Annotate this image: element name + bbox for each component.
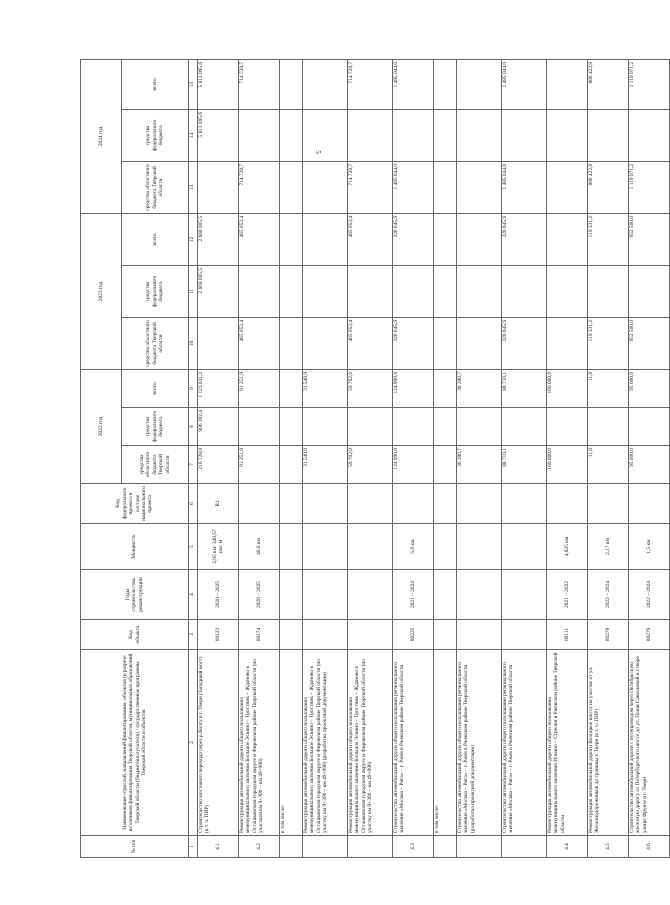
cell-capacity [348,524,393,570]
table-row [280,59,303,857]
cell-2023-regional: 465 053,4 [348,317,393,369]
table-row [348,59,393,857]
cell-number: 4.3 [393,836,434,858]
col-num: 1 [189,836,198,858]
cell-2022-total: 59 702,0 [348,369,393,407]
header-2023-federal: средства федерального бюджета [122,265,189,317]
cell-2022-total: 124 990,8 [393,369,434,407]
cell-2023-federal [629,265,670,317]
cell-2024-total: 1 485 044,0 [502,59,547,109]
col-num: 14 [189,109,198,161]
col-num: 5 [189,524,198,570]
cell-capacity [502,524,547,570]
cell-2024-regional [198,161,239,213]
cell-fed-code [457,484,502,524]
cell-2024-total: 1 485 044,0 [393,59,434,109]
cell-years: 2022 – 2024 [629,570,670,620]
cell-2022-total: 1 123 031,2 [198,369,239,407]
cell-2024-federal [434,109,457,161]
cell-2023-federal [239,265,280,317]
cell-number: 4.2 [239,836,280,858]
cell-code: 00123 [198,620,239,650]
cell-fed-code [280,484,303,524]
cell-fed-code [434,484,457,524]
cell-2023-regional: 326 645,9 [502,317,547,369]
cell-2024-regional: 1 485 044,0 [393,161,434,213]
header-2022: 2022 год [81,369,122,483]
cell-2022-total: 88 710,1 [502,369,547,407]
cell-2023-regional: 326 645,9 [393,317,434,369]
cell-number [502,836,547,858]
cell-2023-total: 465 053,4 [348,213,393,265]
cell-2023-total [457,213,502,265]
cell-2022-regional: 124 990,8 [393,446,434,484]
cell-name: Строительство автомобильной дороги с путепроводом через Октябрьскую железную дорогу от Петербургского шоссе до ул. Паши Савельевой в створе улицы Фрунзе в г. Твери [629,650,670,836]
cell-2023-federal [393,265,434,317]
header-name: Наименование отраслей, направлений финансирования, объектов (в разрезе источников финансирования Тверской области, муниципальных образований Тверской области (бюджетополучатели) / государственные программы Тверской области и объектов [81,650,189,836]
header-2024: 2024 год [81,59,122,213]
cell-number: 4.1 [198,836,239,858]
cell-name: Реконструкция автомобильной дороги общего пользования межмуниципального значения Большое Эскино – Тростник – Жданово в Осташковском городском округе и Фировском районе Тверской области (по участку км 9+300 – км 49+990) (разработка проектной документации) [303,650,348,836]
cell-2022-federal [303,408,348,446]
cell-years [280,570,303,620]
cell-capacity [280,524,303,570]
cell-capacity [457,524,502,570]
cell-code: 00279 [629,620,670,650]
cell-2022-regional: 216 728,8 [198,446,239,484]
cell-number [348,836,393,858]
header-2024-total: всего [122,59,189,109]
cell-number [434,836,457,858]
cell-2024-regional [280,161,303,213]
col-num: 10 [189,317,198,369]
cell-2024-federal [547,109,588,161]
cell-2022-federal [239,408,280,446]
cell-code [457,620,502,650]
cell-2023-federal [588,265,629,317]
cell-number: 4.5 [588,836,629,858]
cell-2023-total: 952 500,0 [629,213,670,265]
column-numbers-row [189,59,198,857]
cell-years: 2021 – 2022 [547,570,588,620]
cell-2024-total: 714 728,7 [239,59,280,109]
cell-2024-total: 866 422,8 [588,59,629,109]
cell-capacity: 2,17 км [588,524,629,570]
table-row [588,59,629,857]
cell-name: Реконструкция автомобильной дороги общего пользования межмуниципального значения Большое Эскино – Тростник – Жданово в Осташковском городском округе и Фировском районе Тверской области (по участкам км 9+300 – км 49+990) [239,650,280,836]
header-2022-regional: средства областного бюджета Тверской области [122,446,189,484]
cell-2022-total: 95 000,0 [629,369,670,407]
table-row [303,59,348,857]
financing-table [80,59,670,858]
cell-2023-regional [434,317,457,369]
cell-2024-regional [434,161,457,213]
cell-2022-total: 160 000,0 [547,369,588,407]
col-num: 7 [189,446,198,484]
cell-2022-federal [502,408,547,446]
table-row [629,59,670,857]
cell-code: 00278 [588,620,629,650]
cell-2024-federal [239,109,280,161]
cell-years [434,570,457,620]
cell-code [280,620,303,650]
cell-2023-federal [457,265,502,317]
header-2022-total: всего [122,369,189,407]
table-row [393,59,434,857]
cell-2022-federal [629,408,670,446]
cell-2022-federal [393,408,434,446]
cell-2022-federal [348,408,393,446]
cell-2024-total: 1 119 971,2 [629,59,670,109]
cell-2022-regional: 160 000,0 [547,446,588,484]
cell-code: 00111 [547,620,588,650]
cell-2024-total: 714 728,7 [348,59,393,109]
cell-fed-code [303,484,348,524]
cell-2024-total [280,59,303,109]
cell-2023-federal [434,265,457,317]
cell-2024-regional: 1 119 971,2 [629,161,670,213]
cell-name: Реконструкция автомобильной дороги общего пользования межмуниципального значения Ильино – Стрелки в Ржевском районе Тверской области [547,650,588,836]
cell-2022-regional: 11,8 [588,446,629,484]
cell-2023-total: 119 331,2 [588,213,629,265]
header-2024-regional: средства областного бюджета Тверской области [122,161,189,213]
cell-years [303,570,348,620]
cell-2024-regional: 866 422,8 [588,161,629,213]
col-num: 11 [189,265,198,317]
cell-2022-total: 36 280,7 [457,369,502,407]
header-2022-federal: средства федерального бюджета [122,408,189,446]
cell-2024-total [547,59,588,109]
cell-code: 00174 [239,620,280,650]
cell-code [303,620,348,650]
cell-2022-total [434,369,457,407]
cell-2023-total: 465 053,4 [239,213,280,265]
cell-fed-code [393,484,434,524]
cell-2024-federal [502,109,547,161]
cell-2022-regional: 91 251,9 [239,446,280,484]
header-no: № п/п [81,836,189,858]
cell-2023-total: 2 668 005,5 [198,213,239,265]
page-number: 5 [313,150,322,154]
cell-2023-total: 326 645,9 [502,213,547,265]
cell-2022-regional: 36 280,7 [457,446,502,484]
header-2023-regional: средства областного бюджета Тверской области [122,317,189,369]
cell-2023-regional: 465 053,4 [239,317,280,369]
cell-code [434,620,457,650]
cell-2022-regional [280,446,303,484]
header-years: Годы строительства, реконструкции [81,570,189,620]
cell-2024-regional: 1 485 044,0 [502,161,547,213]
col-num: 6 [189,484,198,524]
header-2024-federal: средства федерального бюджета [122,109,189,161]
cell-2024-total [434,59,457,109]
cell-name: в том числе: [280,650,303,836]
cell-code: 00225 [393,620,434,650]
cell-name: Строительство автомобильной дороги общего пользования регионального значения «Москва – Рига» – г. Ржев в Ржевском районе Тверской области (разработка проектной документации) [457,650,502,836]
cell-capacity: 40,6 км [239,524,280,570]
cell-code [502,620,547,650]
cell-2022-federal: 906 302,4 [198,408,239,446]
cell-name: Строительство мостового перехода через р.Волгу в г. Твери (Западный мост) (в т. ч. ПИР) [198,650,239,836]
cell-2023-regional [198,317,239,369]
cell-fed-code [547,484,588,524]
cell-name: Реконструкция автомобильной дороги общего пользования межмуниципального значения Большое Эскино – Тростник – Жданово в Осташковском городском округе и Фировском районе Тверской области (по участку км 9+300 – км 49+990) [348,650,393,836]
cell-2022-total: 31 549,9 [303,369,348,407]
cell-2024-federal [348,109,393,161]
cell-capacity [303,524,348,570]
cell-years: 2020 – 2025 [239,570,280,620]
cell-2024-federal [303,109,348,161]
cell-fed-code [588,484,629,524]
cell-2024-federal [588,109,629,161]
cell-2023-total [547,213,588,265]
cell-2023-regional [547,317,588,369]
cell-2022-federal [457,408,502,446]
table-row [457,59,502,857]
cell-2022-federal [434,408,457,446]
cell-fed-code: R1 [198,484,239,524]
cell-2022-total [280,369,303,407]
cell-2024-regional: 714 728,7 [239,161,280,213]
cell-name: Строительство автомобильной дороги общего пользования регионального значения «Москва – Рига» – г. Ржев в Ржевском районе Тверской области [502,650,547,836]
cell-2022-federal [547,408,588,446]
col-num: 13 [189,161,198,213]
cell-capacity: 5,0 км [393,524,434,570]
cell-capacity [434,524,457,570]
header-fed-code: Код федерального проекта в составе национального проекта [81,484,189,524]
cell-2024-federal [393,109,434,161]
cell-2023-federal: 2 668 005,5 [198,265,239,317]
cell-2023-regional [280,317,303,369]
col-num: 15 [189,59,198,109]
cell-years [457,570,502,620]
cell-years [348,570,393,620]
cell-fed-code [629,484,670,524]
cell-2022-regional: 88 710,1 [502,446,547,484]
cell-number: 4.6 [629,836,670,858]
col-num: 3 [189,620,198,650]
cell-2023-regional [457,317,502,369]
cell-2022-regional: 31 549,9 [303,446,348,484]
cell-2024-regional [457,161,502,213]
cell-2024-federal [457,109,502,161]
cell-2024-federal: 5 813 095,6 [198,109,239,161]
col-num: 12 [189,213,198,265]
cell-2024-total: 5 813 095,6 [198,59,239,109]
cell-2023-federal [280,265,303,317]
header-2023-total: всего [122,213,189,265]
cell-2024-total [303,59,348,109]
cell-number [280,836,303,858]
cell-years: 2022 – 2024 [588,570,629,620]
col-num: 2 [189,650,198,836]
cell-name: Строительство автомобильной дороги общего пользования регионального значения «Москва – Рига» – г. Ржев в Ржевском районе Тверской области [393,650,434,836]
cell-2024-federal [280,109,303,161]
header-row-1 [81,59,122,857]
cell-2024-regional [547,161,588,213]
cell-2022-total: 91 251,9 [239,369,280,407]
table-row [434,59,457,857]
cell-capacity: 2,95 км/ 349,57 пог. м [198,524,239,570]
table-rotated [80,60,652,858]
cell-years [502,570,547,620]
col-num: 4 [189,570,198,620]
cell-fed-code [348,484,393,524]
cell-capacity: 4,825 км [547,524,588,570]
cell-2023-total: 326 645,9 [393,213,434,265]
cell-number: 4.4 [547,836,588,858]
cell-2023-regional: 952 500,0 [629,317,670,369]
cell-years: 2020 – 2025 [198,570,239,620]
cell-2022-federal [280,408,303,446]
table-row [198,59,239,857]
table-row [239,59,280,857]
header-capacity: Мощность [81,524,189,570]
cell-2024-regional: 714 728,7 [348,161,393,213]
cell-fed-code [502,484,547,524]
cell-number [303,836,348,858]
cell-2023-federal [547,265,588,317]
cell-2022-federal [588,408,629,446]
cell-number [457,836,502,858]
cell-2023-total [434,213,457,265]
cell-name: в том числе: [434,650,457,836]
cell-2024-total [457,59,502,109]
cell-2023-federal [502,265,547,317]
col-num: 9 [189,369,198,407]
cell-2023-federal [303,265,348,317]
cell-name: Реконструкция автомобильной дороги Волоцкое шоссе на участке от ул. Железнодорожников до границы г. Твери (в т. ч. ПИР) [588,650,629,836]
cell-2024-federal [629,109,670,161]
table-row [547,59,588,857]
cell-2022-regional [434,446,457,484]
cell-2023-total [280,213,303,265]
header-code: Код объекта [81,620,189,650]
cell-2022-total: 11,8 [588,369,629,407]
col-num: 8 [189,408,198,446]
cell-capacity: 1,5 км [629,524,670,570]
cell-fed-code [239,484,280,524]
rotated-table-wrapper [80,60,652,858]
header-2023: 2023 год [81,213,122,369]
cell-2023-regional [303,317,348,369]
cell-2023-total [303,213,348,265]
cell-2024-regional [303,161,348,213]
cell-2022-regional: 95 000,0 [629,446,670,484]
cell-years: 2021 – 2024 [393,570,434,620]
cell-2023-regional: 119 331,2 [588,317,629,369]
cell-code [348,620,393,650]
table-row [502,59,547,857]
cell-2022-regional: 59 702,0 [348,446,393,484]
cell-2023-federal [348,265,393,317]
